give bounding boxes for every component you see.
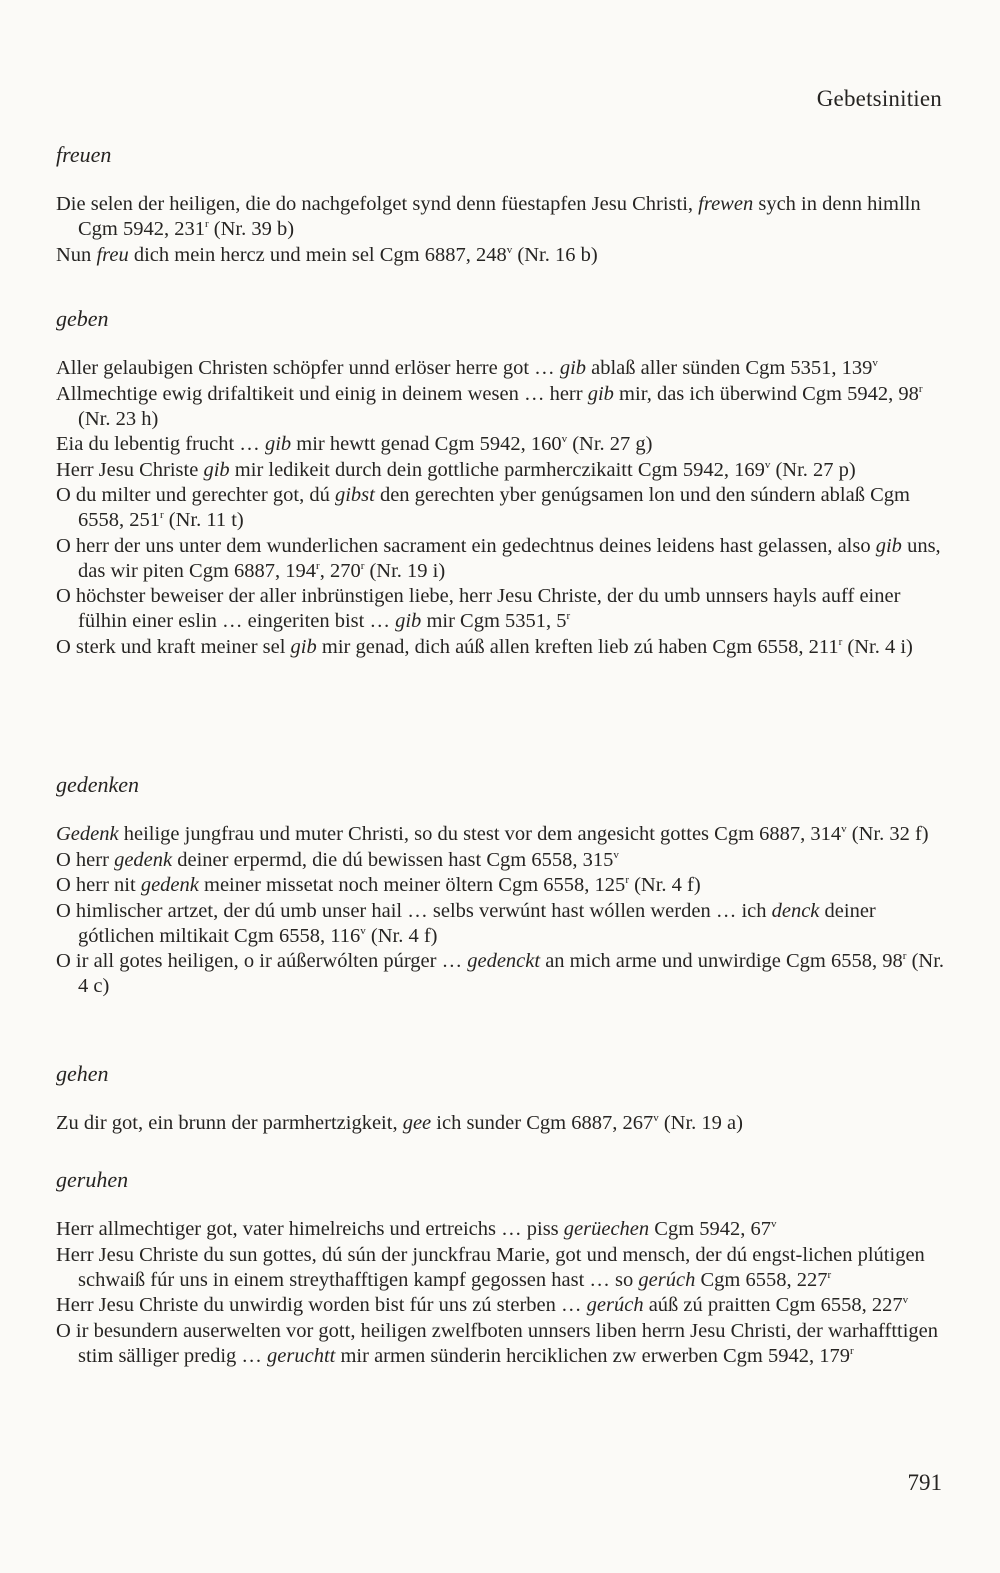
- entry-text: mir, das ich überwind Cgm 5942, 98: [613, 382, 919, 405]
- section-heading: geruhen: [56, 1167, 129, 1192]
- entry-text: O du milter und gerechter got, dú: [56, 484, 335, 506]
- keyword: geruchtt: [267, 1344, 336, 1367]
- entry-text: O ir all gotes heiligen, o ir aúßerwólten púrger …: [56, 950, 468, 972]
- folio-side: r: [205, 218, 209, 230]
- entry-text: , 270: [319, 559, 361, 582]
- index-entry: [56, 458, 944, 483]
- entry-text: Herr Jesu Christe du sun gottes, dú sún der junckfrau Marie, got und mensch, der dú engst-lichen plútigen schwaiß fúr uns in einem streythafftigen kampf gegossen hast … so: [56, 1243, 925, 1291]
- section-heading: gedenken: [56, 772, 140, 797]
- entry-text: Herr Jesu Christe: [56, 458, 204, 481]
- entry-text: O ir besundern auserwelten vor gott, heiligen zwelfboten unnsers liben herrn Jesu Christi, der warhaffttigen stim sälliger predig …: [56, 1319, 939, 1367]
- folio-side: r: [360, 559, 365, 572]
- section-heading: freuen: [56, 142, 112, 167]
- entry-text: O herr nit: [56, 874, 141, 896]
- index-entry: [56, 243, 944, 268]
- keyword: freu: [96, 243, 129, 266]
- entry-text: (Nr. 19 i): [364, 559, 446, 582]
- index-entry: [56, 534, 944, 584]
- keyword: gib: [264, 433, 292, 455]
- entry-text: (Nr. 23 h): [78, 407, 159, 430]
- entry-text: O sterk und kraft meiner sel: [56, 635, 291, 658]
- keyword: gib: [875, 534, 902, 557]
- entry-text: Eia du lebentig frucht …: [56, 433, 265, 455]
- entry-list: [56, 1217, 944, 1369]
- keyword: gerüechen: [563, 1218, 650, 1240]
- folio-side: v: [613, 848, 619, 861]
- entry-text: (Nr. 27 p): [770, 458, 856, 481]
- keyword: gibst: [334, 484, 375, 506]
- index-entry: [56, 635, 944, 660]
- entry-text: (Nr. 39 b): [208, 218, 295, 240]
- folio-side: r: [838, 635, 843, 648]
- entry-text: Aller gelaubigen Christen schöpfer unnd erlöser herre got …: [56, 357, 560, 379]
- folio-side: v: [360, 924, 366, 937]
- keyword: gib: [203, 458, 230, 481]
- index-entry: [56, 584, 944, 634]
- folio-side: r: [160, 509, 164, 521]
- folio-side: v: [902, 1294, 909, 1306]
- entry-text: deiner gótlichen miltikait Cgm 6558, 116: [78, 899, 876, 947]
- section-heading: gehen: [56, 1061, 109, 1086]
- page-number: 791: [907, 1470, 942, 1495]
- entry-text: deiner erpermd, die dú bewissen hast Cgm 6558, 315: [172, 848, 614, 871]
- entry-text: Herr Jesu Christe du unwirdig worden bist fúr uns zú sterben …: [56, 1294, 587, 1316]
- entry-text: sych in denn himlln Cgm 5942, 231: [78, 193, 921, 240]
- index-entry: [56, 822, 944, 847]
- index-entry: [56, 192, 944, 242]
- entry-text: (Nr. 19 a): [658, 1112, 743, 1134]
- entry-text: mir armen sünderin herciklichen zw erwerben Cgm 5942, 179: [335, 1344, 850, 1367]
- folio-side: r: [566, 610, 571, 622]
- folio-side: v: [872, 357, 878, 369]
- entry-text: Cgm 6558, 227: [695, 1268, 828, 1291]
- keyword: denck: [771, 899, 820, 922]
- entry-text: den gerechten yber genúgsamen lon und den súndern ablaß Cgm 6558, 251: [78, 484, 910, 531]
- entry-text: (Nr. 11 t): [163, 509, 244, 531]
- folio-side: r: [918, 382, 923, 395]
- keyword: gedenk: [140, 874, 199, 896]
- index-entry: [56, 949, 944, 999]
- folio-side: v: [506, 243, 513, 256]
- entry-text: mir hewtt genad Cgm 5942, 160: [291, 433, 562, 455]
- entry-text: Die selen der heiligen, die do nachgefolget synd denn füestapfen Jesu Christi,: [56, 193, 699, 215]
- entry-text: ich sunder Cgm 6887, 267: [431, 1112, 654, 1134]
- index-entry: [56, 1243, 944, 1293]
- entry-text: O höchster beweiser der aller inbrünstigen liebe, herr Jesu Christe, der du umb unnsers hayls auff einer fülhin einer eslin … eingeriten bist …: [56, 585, 901, 632]
- keyword: gedenk: [114, 848, 173, 871]
- entry-text: Nun: [56, 243, 97, 266]
- keyword: Gedenk: [56, 823, 119, 845]
- folio-side: v: [764, 458, 771, 471]
- entry-text: mir ledikeit durch dein gottliche parmherczikaitt Cgm 5942, 169: [229, 458, 765, 481]
- folio-side: v: [771, 1218, 777, 1230]
- index-entry: [56, 1319, 944, 1369]
- entry-list: [56, 192, 944, 268]
- entry-text: Cgm 5942, 67: [649, 1218, 772, 1240]
- section-gedenken: [56, 771, 944, 1000]
- entry-text: Allmechtige ewig drifaltikeit und einig in deinem wesen … herr: [56, 382, 588, 405]
- keyword: gib: [559, 357, 587, 379]
- index-entry: [56, 873, 944, 898]
- index-entry: [56, 848, 944, 873]
- section-geben: [56, 305, 944, 660]
- index-entry: [56, 483, 944, 533]
- running-head: Gebetsinitien: [816, 86, 942, 111]
- entry-text: (Nr. 4 f): [365, 924, 438, 947]
- entry-text: mir Cgm 5351, 5: [421, 610, 567, 632]
- index-entry: [56, 432, 944, 457]
- keyword: gedenckt: [467, 950, 541, 972]
- folio-side: v: [841, 823, 847, 835]
- entry-text: heilige jungfrau und muter Christi, so du stest vor dem angesicht gottes Cgm 6887, 314: [118, 823, 842, 845]
- folio-side: r: [902, 950, 907, 962]
- entry-text: (Nr. 4 f): [628, 874, 701, 896]
- section-gehen: [56, 1060, 944, 1137]
- entry-text: (Nr. 32 f): [846, 823, 929, 845]
- keyword: gerúch: [638, 1268, 696, 1291]
- index-entry: [56, 1111, 944, 1136]
- entry-list: [56, 822, 944, 999]
- keyword: gib: [290, 635, 317, 658]
- entry-text: an mich arme und unwirdige Cgm 6558, 98: [540, 950, 903, 972]
- section-geruhen: [56, 1166, 944, 1369]
- entry-list: [56, 356, 944, 660]
- index-entry: [56, 899, 944, 949]
- folio-side: r: [625, 874, 629, 886]
- keyword: gee: [402, 1112, 432, 1134]
- entry-text: (Nr. 16 b): [512, 243, 598, 266]
- entry-text: meiner missetat noch meiner öltern Cgm 6558, 125: [198, 874, 626, 896]
- section-freuen: [56, 141, 944, 268]
- keyword: gib: [395, 610, 422, 632]
- keyword: gib: [587, 382, 614, 405]
- folio-side: v: [561, 433, 568, 445]
- entry-text: (Nr. 27 g): [567, 433, 653, 455]
- folio-side: r: [827, 1268, 832, 1281]
- section-heading: geben: [56, 306, 109, 331]
- entry-text: O herr: [56, 848, 115, 871]
- entry-text: (Nr. 4 c): [78, 950, 945, 997]
- entry-text: Zu dir got, ein brunn der parmhertzigkeit,: [56, 1112, 403, 1134]
- keyword: gerúch: [586, 1294, 644, 1316]
- entry-text: aúß zú praitten Cgm 6558, 227: [643, 1294, 903, 1316]
- index-entry: [56, 382, 944, 432]
- entry-text: uns, das wir piten Cgm 6887, 194: [78, 534, 941, 582]
- folio-side: r: [316, 559, 320, 572]
- folio-side: r: [849, 1344, 854, 1357]
- index-entry: [56, 356, 944, 381]
- entry-text: ablaß aller sünden Cgm 5351, 139: [586, 357, 873, 379]
- folio-side: v: [653, 1112, 659, 1124]
- index-entry: [56, 1217, 944, 1242]
- entry-text: dich mein hercz und mein sel Cgm 6887, 248: [128, 243, 507, 266]
- index-entry: [56, 1293, 944, 1318]
- entry-list: [56, 1111, 944, 1136]
- entry-text: O herr der uns unter dem wunderlichen sacrament ein gedechtnus deines leidens hast gelassen, also: [56, 534, 876, 557]
- keyword: frewen: [698, 193, 754, 215]
- entry-text: (Nr. 4 i): [842, 635, 913, 658]
- entry-text: O himlischer artzet, der dú umb unser hail … selbs verwúnt hast wóllen werden … ich: [56, 899, 772, 922]
- entry-text: mir genad, dich aúß allen kreften lieb zú haben Cgm 6558, 211: [316, 635, 839, 658]
- entry-text: Herr allmechtiger got, vater himelreichs und ertreichs … piss: [56, 1218, 564, 1240]
